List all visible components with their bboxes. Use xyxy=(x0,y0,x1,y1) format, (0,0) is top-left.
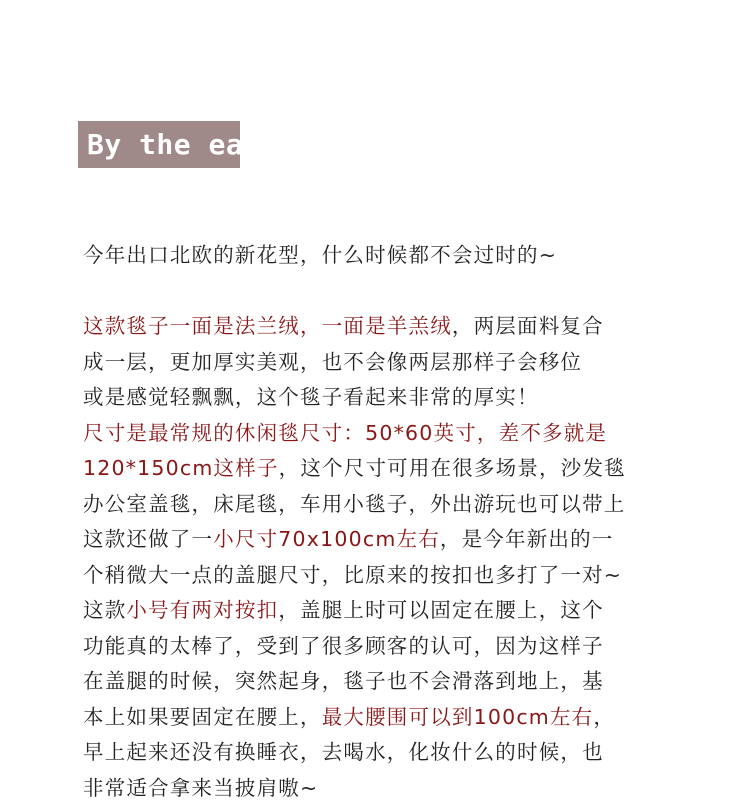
highlighted-text: 尺寸是最常规的休闲毯尺寸：50*60英寸，差不多就是 xyxy=(83,420,608,445)
highlighted-text: 小尺寸70x100cm左右 xyxy=(213,527,440,551)
body-text: ，这个尺寸可用在很多场景，沙发毯 xyxy=(278,456,626,480)
body-text: 功能真的太棒了，受到了很多顾客的认可，因为这样子 xyxy=(83,633,604,658)
paragraph-line xyxy=(83,453,626,483)
intro-text: 今年出口北欧的新花型，什么时候都不会过时的~ xyxy=(83,243,558,267)
paragraph-line xyxy=(83,489,626,519)
paragraph-line xyxy=(83,382,539,412)
paragraph-line xyxy=(83,737,604,767)
paragraph-line xyxy=(83,347,582,377)
paragraph-line xyxy=(83,524,614,554)
paragraph-line xyxy=(83,595,604,625)
highlighted-text: 这款毯子一面是法兰绒，一面是羊羔绒 xyxy=(83,314,452,338)
paragraph-line xyxy=(83,702,615,732)
paragraph-line xyxy=(83,773,318,803)
body-text: 这款 xyxy=(83,598,127,622)
paragraph-line xyxy=(83,418,607,448)
body-text: 办公室盖毯，床尾毯，车用小毯子，外出游玩也可以带上 xyxy=(83,491,626,516)
body-text: ， xyxy=(593,704,616,729)
paragraph-line xyxy=(83,311,604,341)
highlighted-text: 最大腰围可以到100cm左右 xyxy=(321,704,594,729)
paragraph-line xyxy=(83,631,604,661)
highlighted-text: 120*150cm这样子 xyxy=(83,456,279,480)
body-text: ，是今年新出的一 xyxy=(439,527,614,551)
body-text: 个稍微大一点的盖腿尺寸，比原来的按扣也多打了一对~ xyxy=(83,562,623,587)
section-tag: By the ear xyxy=(78,121,240,168)
body-text: 在盖腿的时候，突然起身，毯子也不会滑落到地上，基 xyxy=(83,669,604,693)
body-text: ，盖腿上时可以固定在腰上，这个 xyxy=(278,598,604,622)
body-text: 本上如果要固定在腰上， xyxy=(83,704,322,729)
body-text: 成一层，更加厚实美观，也不会像两层那样子会移位 xyxy=(83,349,583,374)
body-text: 或是感觉轻飘飘，这个毯子看起来非常的厚实！ xyxy=(83,385,539,409)
body-text: 早上起来还没有换睡衣，去喝水，化妆什么的时候，也 xyxy=(83,740,604,764)
body-text: 非常适合拿来当披肩嗷~ xyxy=(83,775,319,800)
paragraph-line xyxy=(83,560,622,590)
highlighted-text: 小号有两对按扣 xyxy=(126,598,279,622)
body-text: 这款还做了一 xyxy=(83,527,214,551)
body-text: ，两层面料复合 xyxy=(451,314,604,338)
paragraph-line xyxy=(83,666,604,696)
